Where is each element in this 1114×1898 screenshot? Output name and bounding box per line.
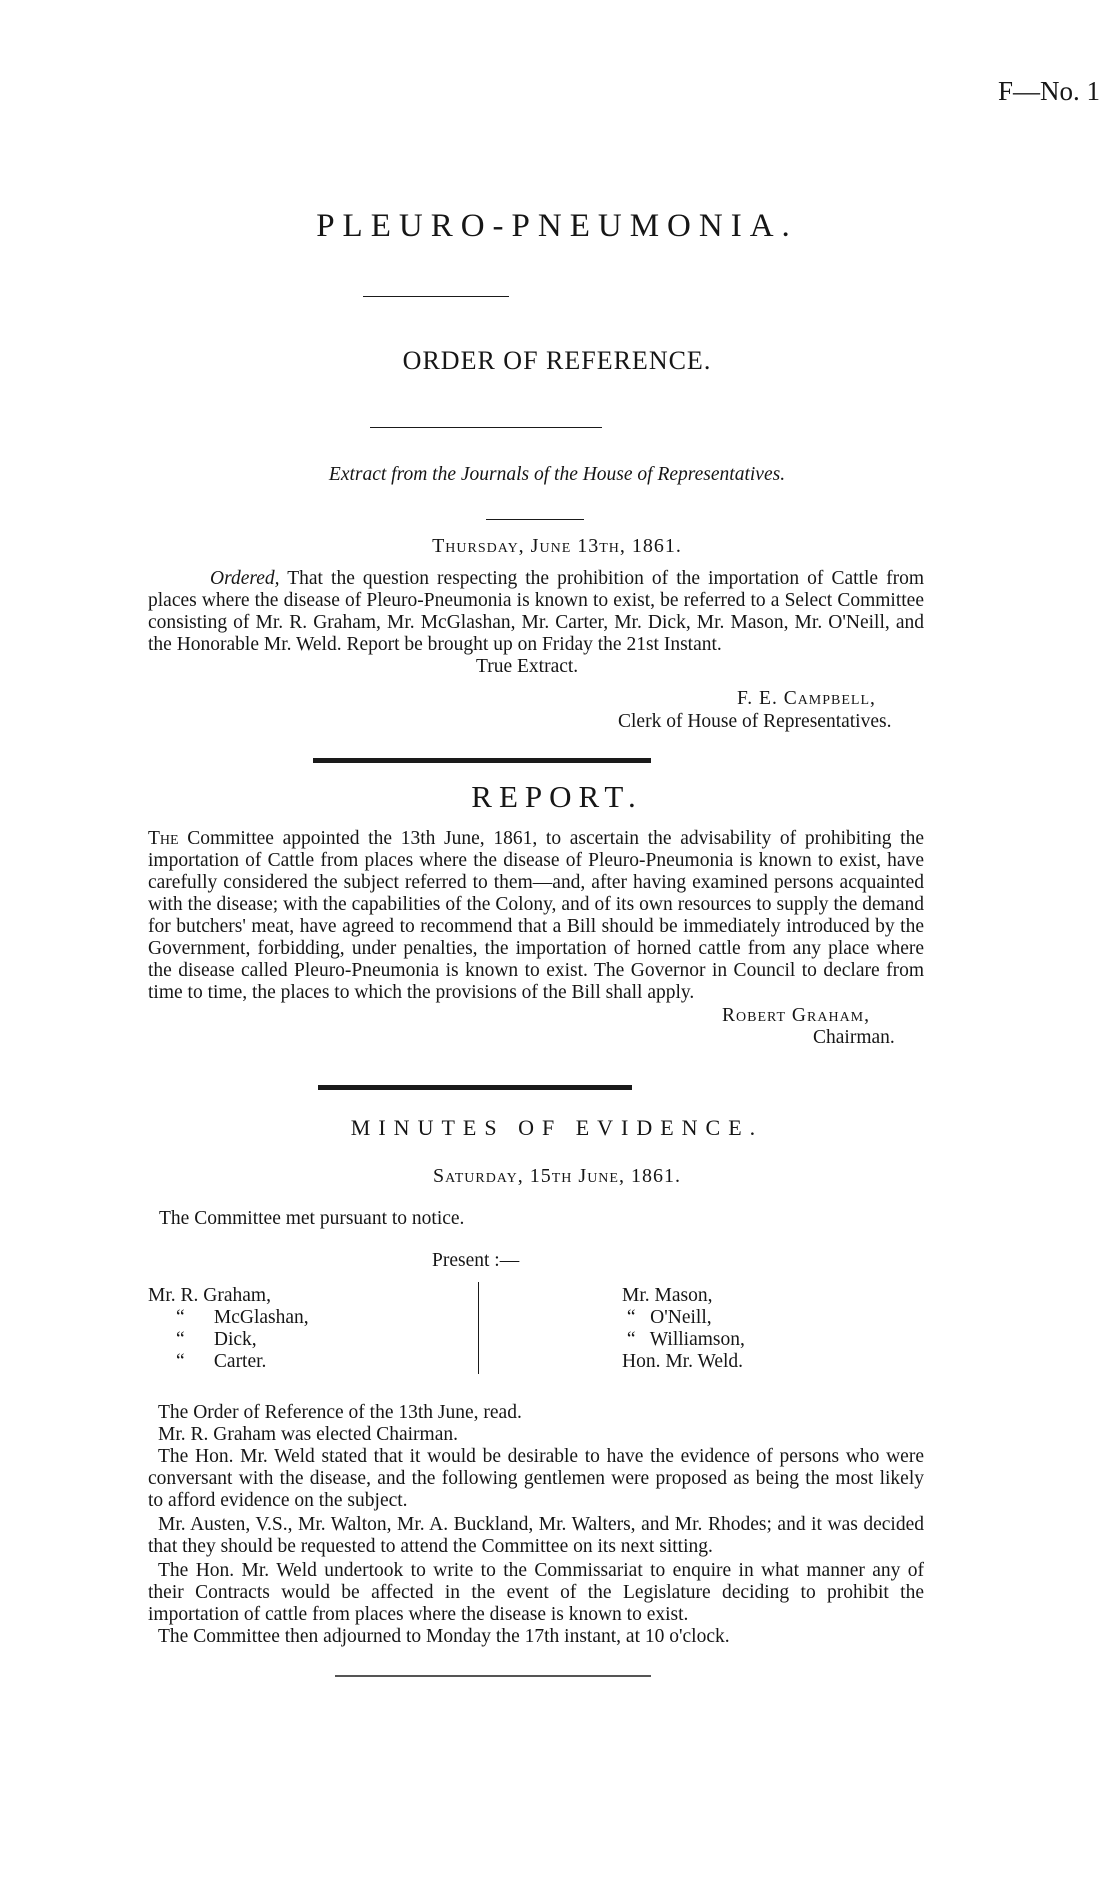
order-heading: ORDER OF REFERENCE.	[402, 346, 712, 375]
chairman-name: Robert Graham,	[722, 1005, 871, 1026]
minute-entry: The Hon. Mr. Weld stated that it would be desirable to have the evidence of persons who were conversant with the disease, and the following gentlemen were proposed as being the most likely to afford evidence on the subject.	[148, 1446, 924, 1511]
page-title: PLEURO-PNEUMONIA.	[316, 208, 798, 244]
minute-entry: Mr. Austen, V.S., Mr. Walton, Mr. A. Buckland, Mr. Walters, and Mr. Rhodes; and it was decided that they should be requested to attend the Committee on its next sitting.	[148, 1514, 924, 1557]
present-left-column	[148, 1285, 309, 1373]
report-first-word: The	[148, 828, 179, 849]
order-divider	[370, 427, 602, 428]
minute-entry: The Order of Reference of the 13th June, read.	[158, 1402, 522, 1423]
order-text: That the question respecting the prohibition of the importation of Cattle from places where the disease of Pleuro-Pneumonia is known to exist, be referred to a Select Committee consisting of Mr. R. Graham, Mr. McGlashan, Mr. Carter, Mr. Dick, Mr. Mason, Mr. O'Neill, and the Honorable Mr. Weld. Report be brought up on Friday the 21st Instant.	[148, 568, 924, 655]
report-paragraph	[148, 828, 924, 1004]
report-text: Committee appointed the 13th June, 1861, to ascertain the advisability of prohibiting the importation of Cattle from places where the disease of Pleuro-Pneumonia is known to exist, have carefully considered the subject referred to them—and, after having examined persons acquainted with the disease; with the capabilities of the Colony, and of its own resources to supply the demand for butchers' meat, have agreed to recommend that a Bill should be immediately introduced by the Government, forbidding, under penalties, the importation of horned cattle from any place where the disease called Pleuro-Pneumonia is known to exist. The Governor in Council to declare from time to time, the places to which the provisions of the Bill shall apply.	[148, 828, 925, 1003]
minutes-thick-divider	[318, 1085, 632, 1090]
page-number: F—No. 1	[997, 76, 1100, 106]
true-extract: True Extract.	[476, 656, 579, 677]
extract-divider	[486, 519, 584, 520]
order-date: Thursday, June 13th, 1861.	[432, 535, 682, 557]
title-divider	[363, 296, 509, 297]
order-paragraph	[148, 568, 924, 656]
present-column-divider	[478, 1282, 479, 1374]
committee-met: The Committee met pursuant to notice.	[159, 1208, 465, 1229]
ordered-word: Ordered,	[210, 568, 280, 589]
minutes-date: Saturday, 15th June, 1861.	[433, 1165, 681, 1187]
extract-line: Extract from the Journals of the House of Representatives.	[328, 464, 786, 485]
minutes-heading: MINUTES OF EVIDENCE.	[350, 1115, 764, 1140]
clerk-name: F. E. Campbell,	[737, 688, 876, 709]
present-member: “ Dick,	[176, 1329, 257, 1350]
minute-entry: The Hon. Mr. Weld undertook to write to the Commissariat to enquire in what manner any of their Contracts would be affected in the event of the Legislature deciding to prohibit the importation of cattle from places where the disease is known to exist.	[148, 1560, 924, 1625]
present-member: Hon. Mr. Weld.	[622, 1351, 744, 1372]
report-heading: REPORT.	[471, 779, 643, 814]
minute-entry: Mr. R. Graham was elected Chairman.	[158, 1424, 458, 1445]
present-member: Mr. Mason,	[622, 1285, 713, 1306]
present-right-column	[622, 1285, 745, 1373]
clerk-title: Clerk of House of Representatives.	[618, 711, 892, 732]
present-member: “ Williamson,	[622, 1329, 745, 1350]
end-divider	[335, 1675, 651, 1677]
present-member: “ O'Neill,	[622, 1307, 712, 1328]
minute-entry: The Committee then adjourned to Monday the 17th instant, at 10 o'clock.	[158, 1626, 730, 1647]
present-member: “ Carter.	[176, 1351, 267, 1372]
report-thick-divider	[313, 758, 651, 763]
present-label: Present :—	[432, 1250, 520, 1271]
chairman-title: Chairman.	[813, 1027, 895, 1048]
present-member: Mr. R. Graham,	[148, 1285, 271, 1306]
present-member: “ McGlashan,	[176, 1307, 309, 1328]
